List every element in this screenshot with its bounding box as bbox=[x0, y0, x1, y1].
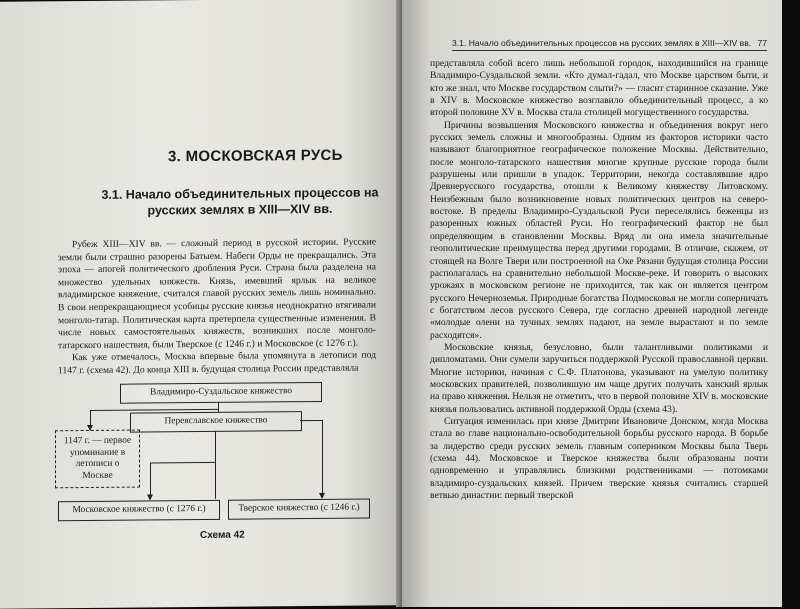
diagram-connector bbox=[322, 420, 323, 498]
diagram-box-vladimir: Владимиро-Суздальское княжество bbox=[120, 382, 322, 404]
left-page-text bbox=[58, 236, 376, 377]
diagram-connector bbox=[215, 431, 216, 499]
diagram-connector bbox=[150, 462, 216, 464]
paragraph: Как уже отмечалось, Москва впервые была упомянута в летописи под 1147 г. (схема 42). До конца XIII в. будущая столица России представляла bbox=[58, 349, 376, 377]
paragraph: Московские князья, безусловно, были талантливыми политиками и дипломатами. Они сумели заручиться поддержкой Русской православной церкви. Многие историки, начиная с С.Ф. Платонова, указывают на умелую политику московских правителей, позволившую им чаще других получать ханский ярлык на право княжения. Нельзя не отметить, что в первой половине XIV в. московские князья пользовались активной поддержкой Орды (схема 43). bbox=[430, 341, 768, 415]
paragraph: Рубеж XIII—XIV вв. — сложный период в русской истории. Русские земли были страшно разорены Батыем. Набеги Орды не прекращались. Эта эпоха — апогей политического дробления Руси. Страна была разделена на множество удельных княжеств. Князь, имевший ярлык на великое владимирское княжение, считался главой русских земель лишь номинально. В свои непрекращающиеся усобицы русские князья неоднократно втягивали монголо-татар. Политическая карта претерпела существенные изменения. В числе новых самостоятельных княжеств, возникших после монголо-татарского нашествия, были Тверское (с 1246 г.) и Московское (с 1276 г.). bbox=[58, 236, 376, 351]
diagram-box-moscow: Московское княжество (с 1276 г.) bbox=[58, 500, 220, 521]
page-number: 77 bbox=[757, 38, 767, 48]
right-page-text bbox=[430, 58, 768, 502]
diagram-box-first-mention: 1147 г. — первое упоминание в летописи о Москве bbox=[55, 430, 140, 489]
diagram-box-tver: Тверское княжество (с 1246 г.) bbox=[228, 499, 370, 520]
running-header bbox=[452, 38, 767, 51]
section-title: 3.1. Начало объединительных процессов на русских землях в XIII—XIV вв. bbox=[101, 185, 379, 218]
paragraph: Причины возвышения Московского княжества и объединения вокруг него русских земель сложны и многообразны. Одним из факторов историки часто называют благоприятное географическое положение Москвы. Действительно, после монголо-татарского нашествия многие крупные русские города были разрушены или пришли в упадок. Территории, некогда составлявшие ядро Древнерусского государства, отошли к Великому княжеству Литовскому. Неизбежным было возникновение новых политических центров на северо-востоке. В пределы Владимиро-Суздальской Руси переселялись беженцы из разоренных южных областей Руси. Но географический фактор не был определяющим в становлении Москвы. Вряд ли она имела значительные геополитические преимущества перед другими городами. В отличие, скажем, от стоящей на Волге Твери или построенной на Оке Рязани будущая столица России располагалась на сравнительно небольшой Москве-реке. И говорить о высоких урожаях в московском регионе не приходится, так как он является центром русского Нечерноземья. Природные богатства Подмосковья не могли соперничать с богатством лесов русского Севера, где согласно древней народной легенде «молодые олени на тучных землях падают, на земле вырастают и по земле расходятся». bbox=[430, 119, 768, 341]
running-header-title: 3.1. Начало объединительных процессов на русских землях в XIII—XIV вв. bbox=[452, 38, 752, 48]
diagram-connector bbox=[90, 409, 219, 412]
chapter-title: 3. МОСКОВСКАЯ РУСЬ bbox=[168, 146, 343, 166]
paragraph: представляла собой всего лишь небольшой городок, находившийся на границе Владимиро-Суздальской земли. «Кто думал-гадал, что Москве царством быти, и кто же знал, что Москве государством слыти?» — гласит старинное сказание. Уже в XIV в. Московское княжество возглавило объединительный процесс, а ко второй половине XV в. Москва стала столицей могущественного государства. bbox=[430, 58, 768, 119]
diagram-connector bbox=[300, 420, 322, 422]
diagram-box-pereyaslavl: Переяславское княжество bbox=[130, 411, 302, 433]
diagram-caption: Схема 42 bbox=[200, 529, 245, 542]
paragraph: Ситуация изменилась при князе Дмитрии Ивановиче Донском, когда Москва стала во главе национально-освободительной борьбы русского народа. В борьбе за лидерство среди русских земель главным соперником Москвы была Тверь (схема 44). Московское и Тверское княжества были образованы почти одновременно и управлялись близкими родственниками — потомками владимиро-суздальских князей. Причем тверские князья считались старшей ветвью династии: первый тверской bbox=[430, 415, 768, 502]
